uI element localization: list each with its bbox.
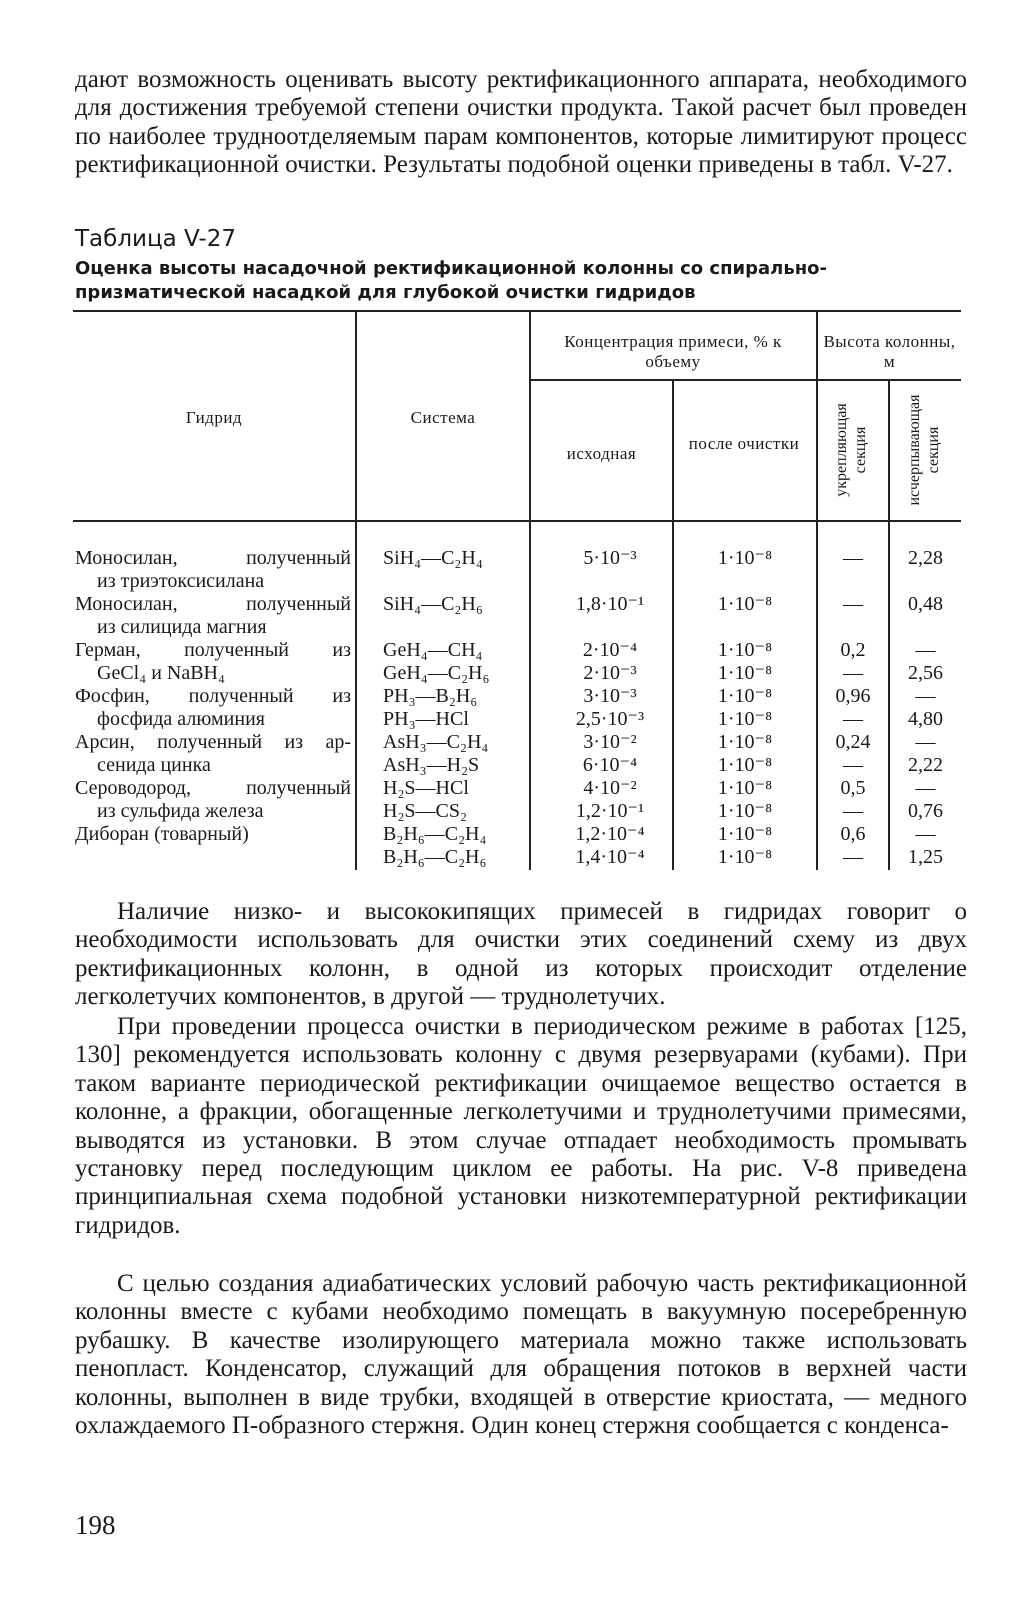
- stripping-cell: —: [915, 685, 936, 707]
- paragraph-periodic-mode: При проведении процесса очистки в периодическом режиме в работах [125, 130] рекомендуется использовать колонну с двумя резервуарами (кубами). При таком варианте периодической ректификации очищаемое вещество остается в колонне, а фракции, обогащенные легколетучими и труднолетучими примесями, выводятся из установки. В этом случае отпадает необходимость промывать установку перед последующим циклом ее работы. На рис. V-8 приведена принципиальная схема подобной установки низкотемпературной ректификации гидридов.: [75, 1013, 967, 1239]
- hydride-name: Сероводород, полученный из сульфида железа: [75, 777, 351, 822]
- hydride-name: Диборан (товарный): [75, 823, 249, 845]
- header-after: после очистки: [688, 434, 800, 453]
- system-cell: PH₃—HCl: [383, 708, 469, 730]
- hydride-name: Герман, полученный из GeCl₄ и NaBH₄: [75, 639, 351, 684]
- after-cell: 1·10⁻⁸: [717, 685, 773, 707]
- initial-cell: 3·10⁻²: [583, 731, 637, 753]
- header-strengthening: укрепляющая секция: [833, 403, 869, 497]
- strengthening-cell: —: [843, 846, 863, 868]
- system-cell: SiH₄—C₂H₆: [383, 593, 483, 615]
- after-cell: 1·10⁻⁸: [717, 639, 773, 661]
- system-cell: B₂H₆—C₂H₆: [383, 846, 487, 868]
- stripping-cell: 2,56: [908, 662, 943, 684]
- col-rule-initial: [529, 310, 531, 870]
- intro-paragraph: дают возможность оценивать высоту ректификационного аппарата, необходимого для достижения требуемой степени очистки продукта. Такой расчет был проведен по наиболее трудноотделяемым парам компонентов, которые лимитируют процесс ректификационной очистки. Результаты подобной оценки приведены в табл. V-27.: [75, 66, 967, 179]
- page-number: 198: [75, 1510, 116, 1540]
- hydride-name: Арсин, полученный из ар- сенида цинка: [75, 731, 351, 776]
- strengthening-cell: —: [843, 547, 863, 569]
- after-cell: 1·10⁻⁸: [717, 593, 773, 615]
- after-cell: 1·10⁻⁸: [717, 800, 773, 822]
- initial-cell: 2·10⁻³: [583, 662, 637, 684]
- table-top-rule: [73, 310, 961, 312]
- system-cell: AsH₃—H₂S: [383, 754, 480, 776]
- system-cell: GeH₄—CH₄: [383, 639, 483, 661]
- system-cell: H₂S—CS₂: [383, 800, 467, 822]
- table-caption: Оценка высоты насадочной ректификационной колонны со спирально-призматической насадкой для глубокой очистки гидридов: [75, 258, 828, 303]
- stripping-cell: 2,28: [908, 547, 943, 569]
- stripping-cell: —: [915, 777, 936, 799]
- initial-cell: 3·10⁻³: [583, 685, 637, 707]
- hydride-name: Фосфин, полученный из фосфида алюминия: [75, 685, 351, 730]
- initial-cell: 1,2·10⁻⁴: [575, 823, 645, 845]
- table-label: Таблица V-27: [75, 226, 236, 252]
- header-stripping: исчерпывающая секция: [906, 394, 942, 506]
- hydride-name: Моносилан, полученный из силицида магния: [75, 593, 351, 638]
- initial-cell: 1,8·10⁻¹: [575, 593, 645, 615]
- system-cell: AsH₃—C₂H₄: [383, 731, 489, 753]
- paragraph-impurities: Наличие низко- и высококипящих примесей в гидридах говорит о необходимости использовать для очистки этих соединений схему из двух ректификационных колонн, в одной из которых происходит отделение легколетучих компонентов, в другой — труднолетучих.: [75, 898, 967, 1011]
- strengthening-cell: 0,2: [840, 639, 866, 661]
- after-cell: 1·10⁻⁸: [717, 662, 773, 684]
- header-height: Высота колонны, м: [823, 332, 956, 371]
- stripping-cell: —: [915, 731, 936, 753]
- strengthening-cell: —: [843, 662, 863, 684]
- system-cell: PH₃—B₂H₆: [383, 685, 478, 707]
- after-cell: 1·10⁻⁸: [717, 708, 773, 730]
- after-cell: 1·10⁻⁸: [717, 846, 773, 868]
- header-hydride: Гидрид: [185, 408, 243, 427]
- stripping-cell: 1,25: [908, 846, 943, 868]
- stripping-cell: 0,48: [908, 593, 943, 615]
- header-system: Система: [410, 408, 476, 427]
- paragraph-adiabatic: С целью создания адиабатических условий рабочую часть ректификационной колонны вместе с кубами необходимо помещать в вакуумную посеребренную рубашку. В качестве изолирующего материала можно также использовать пенопласт. Конденсатор, служащий для обращения потоков в верхней части колонны, выполнен в виде трубки, входящей в отверстие криостата, — медного охлаждаемого П-образного стержня. Один конец стержня сообщается с конденса-: [75, 1270, 967, 1440]
- system-cell: GeH₄—C₂H₆: [383, 662, 490, 684]
- strengthening-cell: —: [843, 754, 863, 776]
- initial-cell: 6·10⁻⁴: [582, 754, 638, 776]
- stripping-cell: 2,22: [908, 754, 943, 776]
- stripping-cell: —: [915, 823, 936, 845]
- hydride-name: Моносилан, полученный из триэтоксисилана: [75, 547, 351, 592]
- system-cell: B₂H₆—C₂H₄: [383, 823, 487, 845]
- header-subrule: [530, 379, 961, 381]
- strengthening-cell: 0,5: [840, 777, 866, 799]
- after-cell: 1·10⁻⁸: [717, 547, 773, 569]
- initial-cell: 5·10⁻³: [583, 547, 637, 569]
- initial-cell: 2,5·10⁻³: [575, 708, 645, 730]
- after-cell: 1·10⁻⁸: [717, 731, 773, 753]
- initial-cell: 2·10⁻⁴: [582, 639, 638, 661]
- header-concentration: Концентрация примеси, % к объему: [564, 332, 782, 371]
- strengthening-cell: 0,24: [835, 731, 871, 753]
- system-cell: H₂S—HCl: [383, 777, 469, 799]
- initial-cell: 1,2·10⁻¹: [575, 800, 645, 822]
- data-table: [73, 310, 961, 870]
- header-bottom-rule: [73, 520, 961, 522]
- strengthening-cell: 0,6: [840, 823, 866, 845]
- system-cell: SiH₄—C₂H₄: [383, 547, 483, 569]
- col-rule-system: [355, 310, 357, 870]
- after-cell: 1·10⁻⁸: [717, 823, 773, 845]
- after-cell: 1·10⁻⁸: [717, 754, 773, 776]
- strengthening-cell: —: [843, 800, 863, 822]
- stripping-cell: 4,80: [908, 708, 943, 730]
- after-cell: 1·10⁻⁸: [717, 777, 773, 799]
- strengthening-cell: 0,96: [835, 685, 871, 707]
- header-initial: исходная: [566, 444, 637, 463]
- initial-cell: 1,4·10⁻⁴: [575, 846, 645, 868]
- strengthening-cell: —: [843, 708, 863, 730]
- stripping-cell: 0,76: [908, 800, 943, 822]
- strengthening-cell: —: [843, 593, 863, 615]
- stripping-cell: —: [915, 639, 936, 661]
- initial-cell: 4·10⁻²: [583, 777, 637, 799]
